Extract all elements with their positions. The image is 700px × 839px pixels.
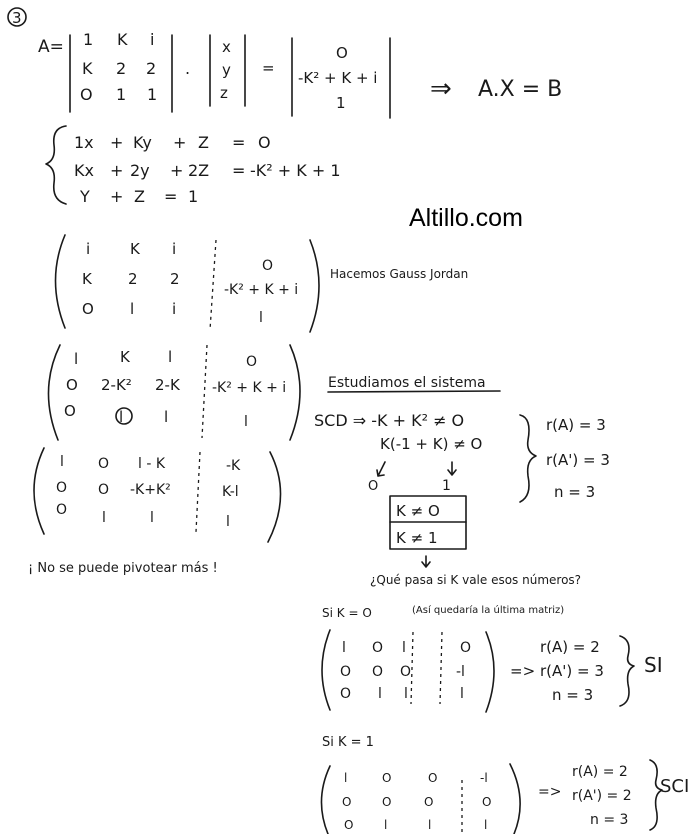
case1-cell: O — [342, 795, 352, 809]
aug3-b: -K — [226, 458, 241, 474]
aug1-cell: i — [172, 240, 177, 258]
system-row-2 — [74, 161, 341, 180]
case0-cell: O — [340, 686, 352, 702]
n-count: n = 3 — [554, 483, 596, 501]
aug3-divider — [196, 452, 200, 532]
aug2-right-paren — [290, 345, 300, 440]
rank-a: r(A) = 3 — [546, 416, 606, 434]
aug1-cell: i — [86, 240, 91, 258]
aug2-cell: l — [74, 350, 79, 368]
aug1-cell: i — [172, 300, 177, 318]
a-cell: i — [150, 30, 155, 49]
aug2-cell: 2-K² — [101, 376, 132, 394]
case1-result: SCI — [660, 776, 690, 797]
aug1-b: -K² + K + i — [224, 282, 299, 298]
no-pivot-note: ¡ No se puede pivotear más ! — [28, 561, 218, 576]
watermark: Altillo.com — [409, 204, 523, 232]
a-cell: 2 — [146, 59, 157, 78]
condition-k-not-zero: K ≠ O — [396, 502, 440, 520]
system-row-3 — [79, 187, 198, 206]
case0-cell: l — [378, 686, 382, 702]
case1-cell: O — [382, 771, 392, 785]
aug3-b: l — [226, 514, 230, 530]
sys-term: Y — [80, 187, 90, 206]
sys-term: 2Z — [188, 161, 210, 180]
case0-n: n = 3 — [552, 686, 594, 704]
aug2-cell: l — [119, 408, 124, 426]
aug2-cell: 2-K — [155, 376, 180, 394]
case0-note: (Así quedaría la última matriz) — [412, 605, 565, 616]
root-arrow-right — [448, 462, 456, 475]
question-arrow — [422, 556, 430, 567]
root-arrow-left — [377, 462, 385, 476]
aug3-cell: O — [56, 502, 68, 518]
case0-b: l — [460, 686, 464, 702]
sys-term: Ky — [133, 133, 152, 152]
root-zero: O — [368, 479, 379, 494]
case0-cell: l — [402, 640, 406, 656]
case0-cell: O — [340, 664, 352, 680]
case0-rank-a-prime: r(A') = 3 — [540, 662, 604, 680]
aug3-cell: l — [150, 510, 154, 526]
b-cell: O — [336, 44, 348, 62]
case0-brace — [620, 636, 634, 706]
case0-arrow: => — [510, 662, 536, 680]
case0-cell: O — [372, 664, 384, 680]
aug3-cell: l — [60, 454, 64, 470]
aug2-b: -K² + K + i — [212, 380, 287, 396]
case1-cell: l — [384, 818, 388, 832]
sys-term: 2y — [130, 161, 150, 180]
case0-left-paren — [322, 630, 330, 710]
aug2-cell: O — [66, 376, 78, 394]
sys-term: = — [232, 133, 246, 152]
case1-cell: l — [428, 818, 432, 832]
case1-cell: l — [344, 771, 348, 785]
sys-term: + — [170, 161, 184, 180]
x-cell: z — [220, 84, 228, 102]
sys-term: -K² + K + 1 — [250, 161, 341, 180]
b-cell: -K² + K + i — [298, 69, 378, 87]
aug1-cell: 2 — [170, 270, 180, 288]
aug2-cell: l — [164, 408, 169, 426]
sys-term: Z — [134, 187, 145, 206]
aug1-cell: K — [130, 240, 140, 258]
case1-n: n = 3 — [590, 812, 629, 828]
case1-cell: O — [428, 771, 438, 785]
a-cell: 1 — [116, 85, 127, 104]
sys-term: + — [173, 133, 187, 152]
aug3-cell: O — [56, 480, 68, 496]
aug3-cell: O — [98, 456, 110, 472]
dot-operator: . — [185, 59, 191, 78]
case1-right-paren — [510, 764, 520, 834]
sys-term: 1 — [188, 187, 199, 206]
system-brace — [46, 126, 66, 204]
problem-number: 3 — [12, 9, 22, 27]
aug1-cell: l — [130, 300, 135, 318]
case0-cell: l — [342, 640, 346, 656]
a-cell: 1 — [83, 30, 94, 49]
case0-cell: O — [372, 640, 384, 656]
sys-term: Z — [198, 133, 209, 152]
aug1-divider — [210, 240, 216, 330]
aug2-cell: O — [64, 402, 76, 420]
aug3-right-paren — [268, 452, 281, 542]
case1-cell: O — [424, 795, 434, 809]
gauss-note: Hacemos Gauss Jordan — [330, 267, 469, 281]
aug1-b: O — [262, 258, 274, 274]
case0-label: Si K = O — [322, 606, 372, 620]
sys-term: Kx — [74, 161, 94, 180]
aug3-cell: O — [98, 482, 110, 498]
case1-left-paren — [321, 766, 330, 834]
rank-a-prime: r(A') = 3 — [546, 451, 610, 469]
aug2-b: O — [246, 354, 258, 370]
study-heading-underline — [328, 391, 500, 392]
case1-b: -l — [480, 771, 488, 785]
b-cell: 1 — [336, 94, 346, 112]
a-cell: O — [80, 85, 93, 104]
aug3-cell: -K+K² — [130, 482, 171, 498]
aug2-b: l — [244, 414, 248, 430]
study-heading: Estudiamos el sistema — [328, 375, 486, 391]
case0-divider-2 — [440, 632, 442, 704]
question-text: ¿Qué pasa si K vale esos números? — [370, 573, 582, 587]
aug2-cell: l — [168, 348, 173, 366]
case0-right-paren — [486, 632, 494, 712]
case1-b: l — [484, 818, 488, 832]
case0-divider — [411, 632, 413, 704]
aug1-cell: 2 — [128, 270, 138, 288]
a-cell: 1 — [147, 85, 158, 104]
aug3-b: K-l — [222, 484, 239, 500]
aug1-cell: K — [82, 270, 92, 288]
case0-b: -l — [456, 664, 465, 680]
case1-cell: O — [382, 795, 392, 809]
case1-label: Si K = 1 — [322, 735, 374, 750]
system-row-1 — [74, 133, 271, 152]
aug3-cell: l - K — [138, 456, 166, 472]
a-label: A= — [38, 37, 64, 57]
case1-arrow: => — [538, 784, 562, 800]
equals-sign: = — [262, 59, 275, 77]
case1-rank-a-prime: r(A') = 2 — [572, 788, 632, 804]
aug3-left-paren — [34, 448, 44, 534]
case0-cell: O — [400, 664, 412, 680]
ranks-brace — [520, 415, 536, 502]
sys-term: = — [232, 161, 246, 180]
root-one: 1 — [442, 478, 451, 494]
case1-b: O — [482, 795, 492, 809]
sys-term: + — [110, 133, 124, 152]
case0-b: O — [460, 640, 472, 656]
case1-rank-a: r(A) = 2 — [572, 764, 628, 780]
factored-condition: K(-1 + K) ≠ O — [380, 435, 483, 453]
condition-k-not-one: K ≠ 1 — [396, 529, 438, 547]
aug2-divider — [202, 345, 207, 438]
a-cell: K — [117, 30, 128, 49]
aug1-left-paren — [56, 235, 66, 328]
sys-term: O — [258, 133, 271, 152]
case0-result: SI — [644, 653, 663, 677]
sys-term: 1x — [74, 133, 94, 152]
case0-cell: l — [404, 686, 408, 702]
compact-equation: A.X = B — [478, 77, 563, 102]
aug2-cell: K — [120, 348, 130, 366]
case1-cell: O — [344, 818, 354, 832]
x-cell: y — [222, 61, 231, 79]
case0-rank-a: r(A) = 2 — [540, 638, 600, 656]
a-cell: 2 — [116, 59, 127, 78]
a-cell: K — [82, 59, 93, 78]
aug2-left-paren — [48, 345, 60, 440]
scd-condition: SCD ⇒ -K + K² ≠ O — [314, 411, 465, 430]
aug1-right-paren — [310, 240, 319, 332]
aug1-b: l — [259, 310, 263, 326]
sys-term: + — [110, 187, 124, 206]
aug1-cell: O — [82, 300, 94, 318]
sys-term: = — [164, 187, 178, 206]
aug3-cell: l — [102, 510, 106, 526]
implies-arrow: ⇒ — [430, 74, 452, 104]
x-cell: x — [222, 38, 231, 56]
sys-term: + — [110, 161, 124, 180]
